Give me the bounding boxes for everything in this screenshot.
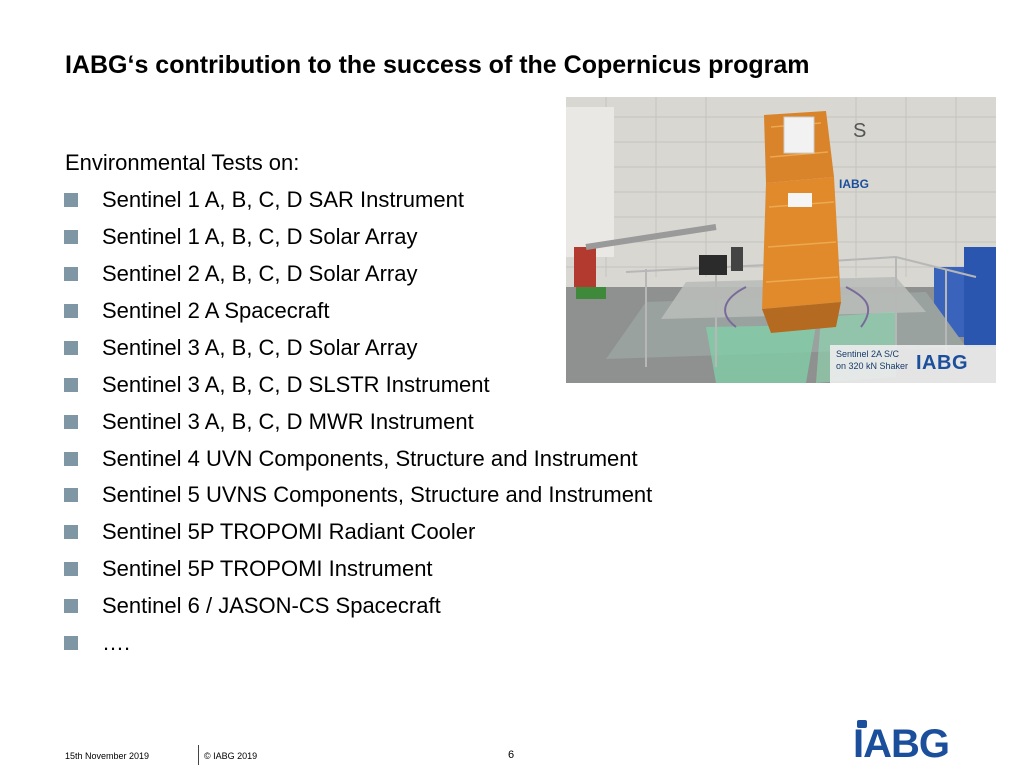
list-item: Sentinel 2 A, B, C, D Solar Array — [64, 261, 417, 287]
bullet-square-icon — [64, 304, 78, 318]
photo-caption — [830, 345, 996, 383]
footer-copyright: © IABG 2019 — [204, 751, 258, 761]
list-item: Sentinel 2 A Spacecraft — [64, 298, 330, 324]
bullet-square-icon — [64, 562, 78, 576]
list-item: Sentinel 6 / JASON-CS Spacecraft — [64, 593, 441, 619]
slide-title: IABG‘s contribution to the success of the Copernicus program — [65, 51, 810, 79]
bullet-square-icon — [64, 378, 78, 392]
list-item: Sentinel 3 A, B, C, D SLSTR Instrument — [64, 372, 490, 398]
list-item: Sentinel 1 A, B, C, D Solar Array — [64, 224, 417, 250]
caption-line-2: on 320 kN Shaker — [836, 361, 909, 371]
bullet-square-icon — [64, 636, 78, 650]
bullet-square-icon — [64, 341, 78, 355]
bullet-square-icon — [64, 415, 78, 429]
caption-logo: IABG — [916, 352, 968, 374]
spacecraft-illustration — [566, 97, 996, 383]
list-item: Sentinel 5P TROPOMI Radiant Cooler — [64, 519, 475, 545]
footer-divider — [198, 745, 199, 765]
logo-text: IABG — [853, 722, 949, 766]
list-item: Sentinel 5 UVNS Components, Structure and Instrument — [64, 482, 652, 508]
page-number: 6 — [508, 749, 515, 761]
caption-line-1: Sentinel 2A S/C — [836, 349, 900, 359]
list-item: Sentinel 3 A, B, C, D MWR Instrument — [64, 409, 474, 435]
bullet-square-icon — [64, 267, 78, 281]
bullet-square-icon — [64, 193, 78, 207]
list-item: Sentinel 5P TROPOMI Instrument — [64, 556, 433, 582]
list-item: Sentinel 1 A, B, C, D SAR Instrument — [64, 187, 464, 213]
wall-letter: S — [853, 120, 867, 142]
footer-date: 15th November 2019 — [65, 751, 150, 761]
bullet-square-icon — [64, 488, 78, 502]
list-item: Sentinel 4 UVN Components, Structure and Instrument — [64, 446, 638, 472]
bullet-square-icon — [64, 230, 78, 244]
spacecraft-photo — [566, 97, 996, 383]
bullet-square-icon — [64, 452, 78, 466]
bullet-square-icon — [64, 599, 78, 613]
spacecraft-logo: IABG — [839, 177, 869, 191]
list-item: …. — [64, 630, 130, 656]
list-item: Sentinel 3 A, B, C, D Solar Array — [64, 335, 417, 361]
intro-text: Environmental Tests on: — [65, 150, 300, 175]
bullet-square-icon — [64, 525, 78, 539]
iabg-logo — [853, 720, 983, 764]
